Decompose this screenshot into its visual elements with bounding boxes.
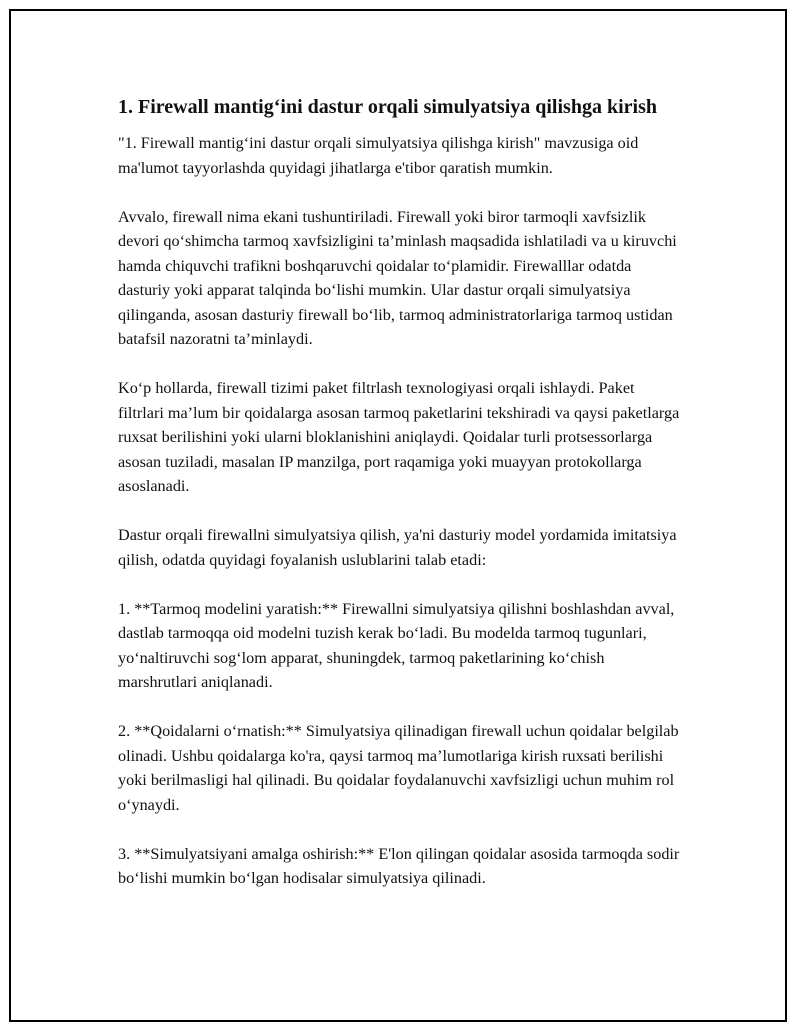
list-item-simulation: 3. **Simulyatsiyani amalga oshirish:** E'lon qilingan qoidalar asosida tarmoqda sodir bo‘lishi mumkin bo‘lgan hodisalar simulyatsiya qilinadi. [118,844,680,887]
paragraph-intro: "1. Firewall mantig‘ini dastur orqali simulyatsiya qilishga kirish" mavzusiga oid ma'lumot tayyorlashda quyidagi jihatlarga e'tibor qaratish mumkin. [118,134,639,177]
list-item-network-model: 1. **Tarmoq modelini yaratish:** Firewallni simulyatsiya qilishni boshlashdan avval, dastlab tarmoqqa oid modelni tuzish kerak bo‘ladi. Bu modelda tarmoq tugunlari, yo‘naltiruvchi sog‘lom apparat, shuningdek, tarmoq paketlarining ko‘chish marshrutlari aniqlanadi. [118,599,675,691]
paragraph-simulation-methods: Dastur orqali firewallni simulyatsiya qilish, ya'ni dasturiy model yordamida imitatsiya qilish, odatda quyidagi foyalanish uslublarini talab etadi: [118,526,677,569]
paragraph-packet-filtering: Ko‘p hollarda, firewall tizimi paket filtrlash texnologiyasi orqali ishlaydi. Paket filtrlari ma’lum bir qoidalarga asosan tarmoq paketlarini tekshiradi va qaysi paketlarga ruxsat berilishini yoki ularni bloklanishini aniqlaydi. Qoidalar turli protsessorlarga asosan tuziladi, masalan IP manzilga, port raqamiga yoki muayyan protokollarga asoslanadi. [118,379,680,495]
document-title: 1. Firewall mantig‘ini dastur orqali simulyatsiya qilishga kirish [118,96,657,118]
paragraph-firewall-definition: Avvalo, firewall nima ekani tushuntiriladi. Firewall yoki biror tarmoqli xavfsizlik devori qo‘shimcha tarmoq xavfsizligini ta’minlash maqsadida ishlatiladi va u kiruvchi hamda chiquvchi trafikni boshqaruvchi qoidalar to‘plamidir. Firewalllar odatda dasturiy yoki apparat talqinda bo‘lishi mumkin. Ular dastur orqali simulyatsiya qilinganda, asosan dasturiy firewall bo‘lib, tarmoq administratorlariga tarmoq ustidan batafsil nazoratni ta’minlaydi. [118,207,677,348]
document-body [118,94,684,915]
list-item-rules: 2. **Qoidalarni o‘rnatish:** Simulyatsiya qilinadigan firewall uchun qoidalar belgilab olinadi. Ushbu qoidalarga ko'ra, qaysi tarmoq ma’lumotlariga kirish ruxsati berilishi yoki berilmasligi hal qilinadi. Bu qoidalar foydalanuvchi xavfsizligi uchun muhim rol o‘ynaydi. [118,722,679,814]
